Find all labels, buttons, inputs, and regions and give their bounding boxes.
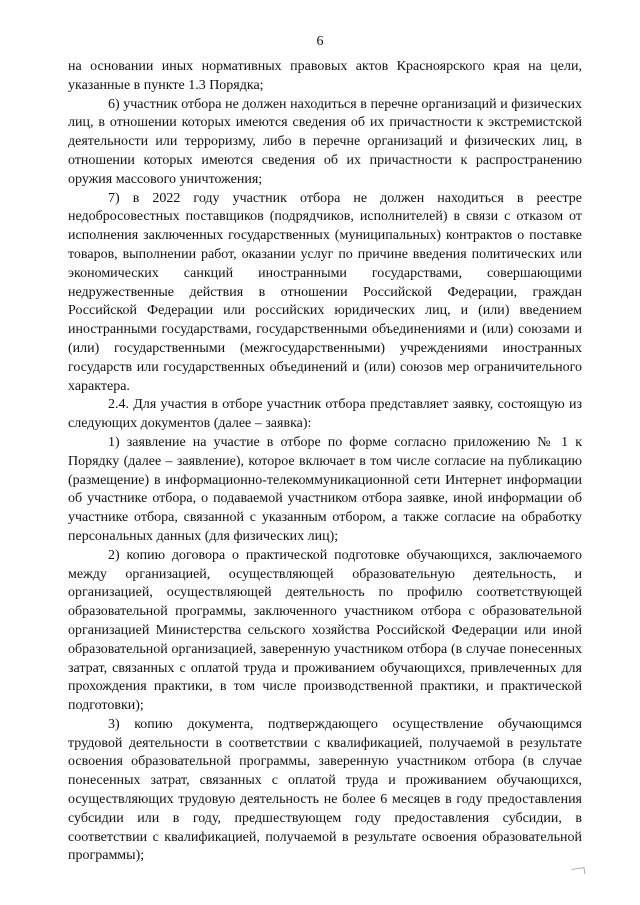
- paragraph-document-1: 1) заявление на участие в отборе по форме согласно приложению № 1 к Порядку (далее – заявление), которое включает в том числе согласие на публикацию (размещение) в информационно-телекоммуникационной сети Интернет информации об участнике отбора, о подаваемой участником отбора заявке, иной информации об участнике отбора, связанной с указанным отбором, а также согласие на обработку персональных данных (для физических лиц);: [68, 434, 582, 544]
- paragraph-section-2-4: 2.4. Для участия в отборе участник отбора представляет заявку, состоящую из следующих документов (далее – заявка):: [68, 397, 582, 432]
- paragraph-continuation: на основании иных нормативных правовых актов Красноярского края на цели, указанные в пункте 1.3 Порядка;: [68, 59, 582, 93]
- scan-mark: [572, 867, 586, 876]
- page-number: 6: [316, 34, 324, 49]
- paragraph-document-2: 2) копию договора о практической подготовке обучающихся, заключаемого между организацией, осуществляющей образовательную деятельность, и организацией, осуществляющей деятельность по профилю соответствующей образовательной программы, заключенного участником отбора с образовательной организацией Министерства сельского хозяйства Российской Федерации или иной образовательной организацией, заверенную участником отбора (в случае понесенных затрат, связанных с оплатой труда и проживанием обучающихся, привлеченных для прохождения практики, в том числе производственной практики, и практической подготовки);: [68, 547, 582, 714]
- document-body: [68, 58, 582, 866]
- paragraph-item-7: 7) в 2022 году участник отбора не должен находиться в реестре недобросовестных поставщиков (подрядчиков, исполнителей) в связи с отказом от исполнения заключенных государственных (муниципальных) контрактов о поставке товаров, выполнении работ, оказании услуг по причине введения политических или экономических санкций иностранными государствами, совершающими недружественные действия в отношении Российской Федерации, граждан Российской Федерации или российских юридических лиц, и (или) введением иностранными государствами, государственными объединениями и (или) союзами и (или) государственными (межгосударственными) учреждениями иностранных государств или государственных объединений и (или) союзов мер ограничительного характера.: [68, 190, 582, 394]
- paragraph-item-6: 6) участник отбора не должен находиться в перечне организаций и физических лиц, в отношении которых имеются сведения об их причастности к экстремистской деятельности или терроризму, либо в перечне организаций и физических лиц, в отношении которых имеются сведения об их причастности к распространению оружия массового уничтожения;: [68, 96, 582, 187]
- paragraph-document-3: 3) копию документа, подтверждающего осуществление обучающимся трудовой деятельности в соответствии с квалификацией, получаемой в результате освоения образовательной программы, заверенную участником отбора (в случае понесенных затрат, связанных с оплатой труда и проживанием обучающихся, осуществляющих трудовую деятельность не более 6 месяцев в году предоставления субсидии или в году, предшествующем году предоставления субсидии, в соответствии с квалификацией, получаемой в результате освоения образовательной программы);: [68, 716, 582, 864]
